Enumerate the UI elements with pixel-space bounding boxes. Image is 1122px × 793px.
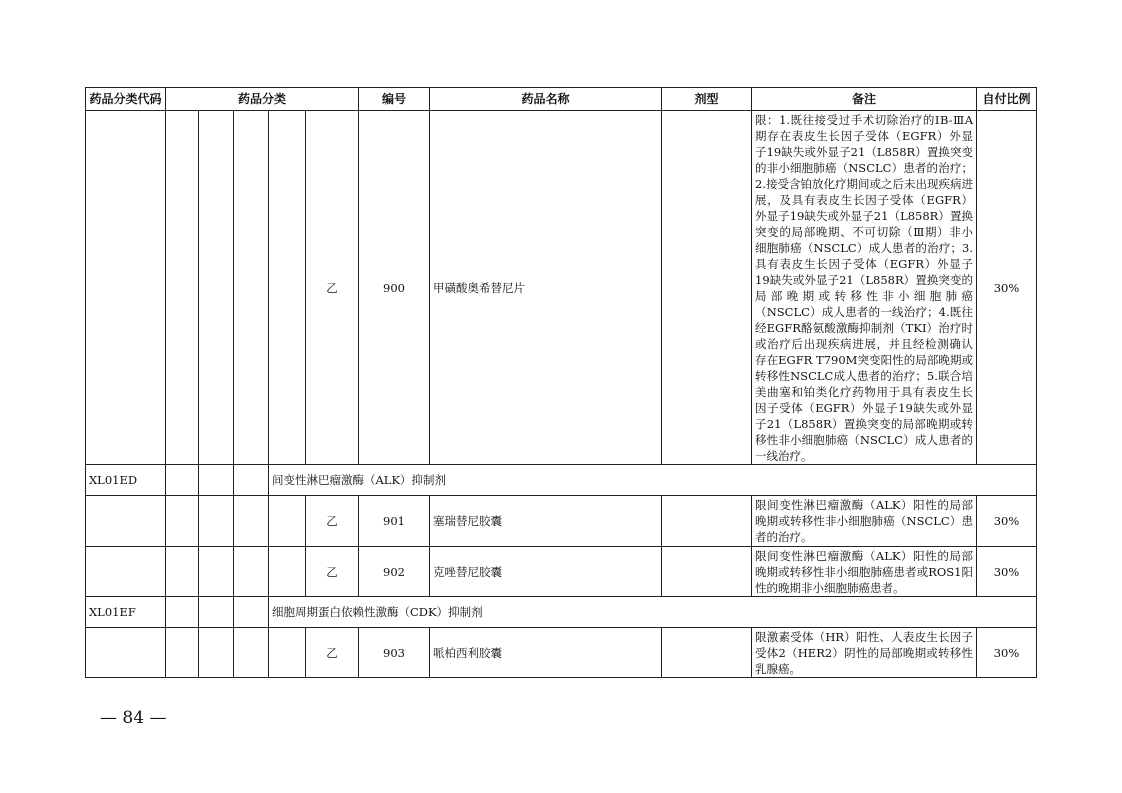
group-code-cell: XL01ED: [86, 465, 166, 496]
group-row: [86, 597, 1037, 628]
header-number: 编号: [359, 88, 430, 111]
drug-name-cell: 哌柏西利胶囊: [430, 628, 662, 678]
grade-cell: 乙: [306, 111, 359, 465]
group-category-cell: 间变性淋巴瘤激酶（ALK）抑制剂: [269, 465, 1037, 496]
ratio-cell: 30%: [977, 628, 1037, 678]
note-cell: 限间变性淋巴瘤激酶（ALK）阳性的局部晚期或转移性非小细胞肺癌患者或ROS1阳性的晚期非小细胞肺癌患者。: [752, 547, 977, 597]
header-form: 剂型: [662, 88, 752, 111]
page-number: — 84 —: [100, 708, 167, 728]
form-cell: [662, 496, 752, 547]
header-ratio: 自付比例: [977, 88, 1037, 111]
form-cell: [662, 547, 752, 597]
grade-cell: 乙: [306, 496, 359, 547]
header-code: 药品分类代码: [86, 88, 166, 111]
table-header-row: [86, 88, 1037, 111]
note-cell: 限激素受体（HR）阳性、人表皮生长因子受体2（HER2）阴性的局部晚期或转移性乳腺癌。: [752, 628, 977, 678]
group-code-cell: XL01EF: [86, 597, 166, 628]
ratio-cell: 30%: [977, 111, 1037, 465]
form-cell: [662, 111, 752, 465]
drug-name-cell: 克唑替尼胶囊: [430, 547, 662, 597]
header-note: 备注: [752, 88, 977, 111]
table-row: [86, 111, 1037, 465]
grade-cell: 乙: [306, 628, 359, 678]
table-row: [86, 496, 1037, 547]
drug-name-cell: 塞瑞替尼胶囊: [430, 496, 662, 547]
group-row: [86, 465, 1037, 496]
drug-name-cell: 甲磺酸奥希替尼片: [430, 111, 662, 465]
grade-cell: 乙: [306, 547, 359, 597]
table-row: [86, 628, 1037, 678]
number-cell: 900: [359, 111, 430, 465]
number-cell: 902: [359, 547, 430, 597]
header-name: 药品名称: [430, 88, 662, 111]
note-cell: 限间变性淋巴瘤激酶（ALK）阳性的局部晚期或转移性非小细胞肺癌（NSCLC）患者的治疗。: [752, 496, 977, 547]
number-cell: 901: [359, 496, 430, 547]
form-cell: [662, 628, 752, 678]
table-row: [86, 547, 1037, 597]
code-cell: [86, 111, 166, 465]
ratio-cell: 30%: [977, 547, 1037, 597]
note-cell: 限：1.既往接受过手术切除治疗的ⅠB-ⅢA期存在表皮生长因子受体（EGFR）外显子19缺失或外显子21（L858R）置换突变的非小细胞肺癌（NSCLC）患者的治疗；2.接受含铂放化疗期间或之后未出现疾病进展，及具有表皮生长因子受体（EGFR）外显子19缺失或外显子21（L858R）置换突变的局部晚期、不可切除（Ⅲ期）非小细胞肺癌（NSCLC）成人患者的治疗；3.具有表皮生长因子受体（EGFR）外显子19缺失或外显子21（L858R）置换突变的局部晚期或转移性非小细胞肺癌（NSCLC）成人患者的一线治疗；4.既往经EGFR酪氨酸激酶抑制剂（TKI）治疗时或治疗后出现疾病进展，并且经检测确认存在EGFR T790M突变阳性的局部晚期或转移性NSCLC成人患者的治疗；5.联合培美曲塞和铂类化疗药物用于具有表皮生长因子受体（EGFR）外显子19缺失或外显子21（L858R）置换突变的局部晚期或转移性非小细胞肺癌（NSCLC）成人患者的一线治疗。: [752, 111, 977, 465]
header-category: 药品分类: [166, 88, 359, 111]
ratio-cell: 30%: [977, 496, 1037, 547]
number-cell: 903: [359, 628, 430, 678]
group-category-cell: 细胞周期蛋白依赖性激酶（CDK）抑制剂: [269, 597, 1037, 628]
drug-list-table: [85, 87, 1037, 678]
